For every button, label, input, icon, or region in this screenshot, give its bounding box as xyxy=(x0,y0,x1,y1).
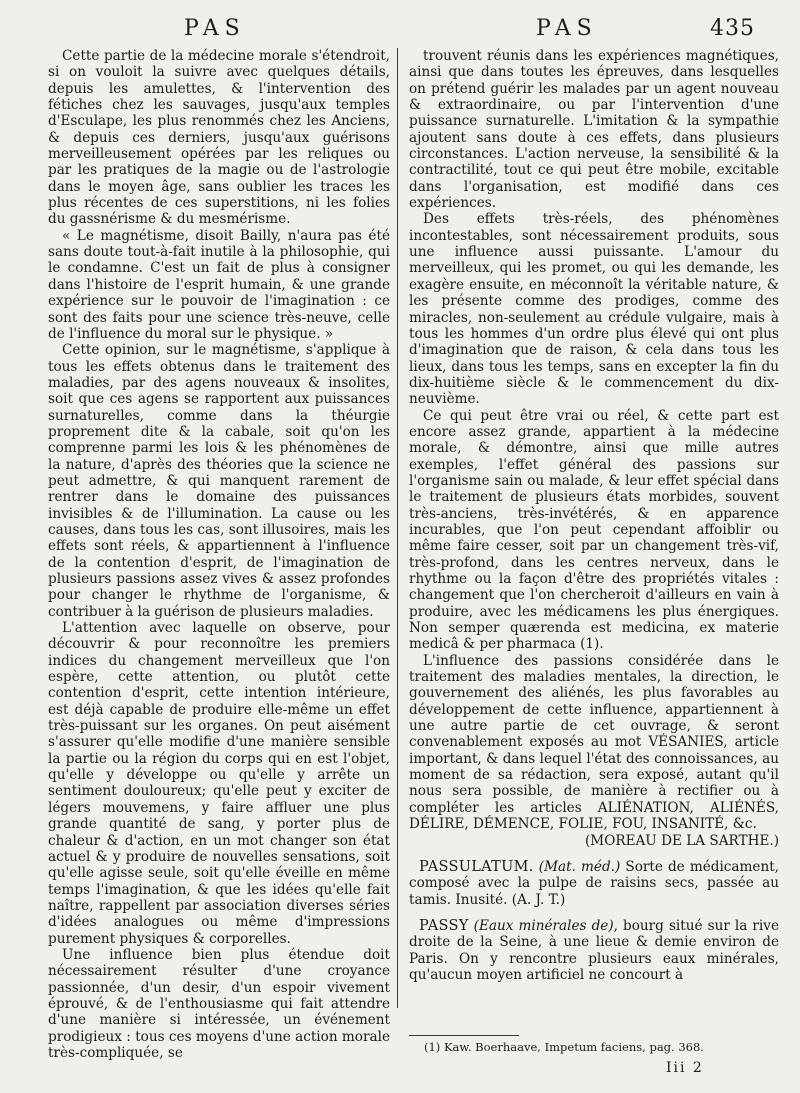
paragraph: L'influence des passions considérée dans le traitement des maladies mentales, la direction, le gouvernement des aliénés, les plus favorables au développement de cette influence, appartiennent à une autre partie de cet ouvrage, & seront convenablement exposés au mot VÉSANIES, article important, & dans lequel l'état des connoissances, au moment de sa rédaction, sera exposé, autant qu'il nous sera possible, de manière à rectifier ou à compléter les articles ALIÉNATION, ALIÉNÉS, DÉLIRE, DÉMENCE, FOLIE, FOU, INSANITÉ, &c. xyxy=(409,652,779,833)
paragraph: Cette partie de la médecine morale s'étendroit, si on vouloit la suivre avec quelques détails, depuis les amulettes, & l'intervention des fétiches chez les sauvages, jusqu'aux temples d'Esculape, les plus renommés chez les Anciens, & depuis ces derniers, jusqu'aux guérisons merveilleusement opérées par les reliques ou par les pratiques de la magie ou de l'astrologie dans le moyen âge, sans oublier les traces les plus récentes de ces superstitions, ni les folies du gassnérisme & du mesmérisme. xyxy=(48,48,390,228)
author-signature: (MOREAU DE LA SARTHE.) xyxy=(584,832,779,849)
left-column xyxy=(48,48,390,1061)
footnote: (1) Kaw. Boerhaave, Impetum faciens, pag. 368. xyxy=(424,1040,704,1054)
paragraph: Des effets très-réels, des phénomènes incontestables, sont nécessairement produits, sous une influence aussi puissante. L'amour du merveilleux, qui les promet, ou qui les demande, les exagère ensuite, en méconnoît la véritable nature, & les présente comme des prodiges, comme des miracles, non-seulement au crédule vulgaire, mais à tous les hommes d'un ordre plus élevé qui ont plus d'imagination que de raison, & cela dans tous les lieux, dans tous les temps, sans en excepter la fin du dix-huitième siècle & le commencement du dix-neuvième. xyxy=(409,211,779,408)
dictionary-entry xyxy=(409,918,779,983)
entry-qualifier: (Mat. méd.) xyxy=(538,858,621,875)
entry-text: Sorte de médicament, composé avec la pulpe de raisins secs, passée au tamis. Inusité. xyxy=(409,858,779,908)
paragraph: L'attention avec laquelle on observe, pour découvrir & pour reconnoître les premiers indices du changement merveilleux que l'on espère, cette attention, ou plutôt cette contention d'esprit, cette intention intérieure, est déjà capable de produire elle-même un effet très-puissant sur les organes. On peut aisément s'assurer qu'elle modifie d'une manière sensible la partie ou la région du corps qui en est l'objet, qu'elle y développe ou qu'elle y arrête un sentiment douloureux; qu'elle peut y exciter de légers mouvemens, y faire affluer une plus grande quantité de sang, y porter plus de chaleur & d'action, en un mot changer son état actuel & y produire de nouvelles sensations, soit qu'elle agisse seule, soit qu'elle éveille en même temps l'imagination, & que les idées qu'elle fait naître, rappellent par association diverses séries d'idées analogues ou même d'impressions purement physiques & corporelles. xyxy=(48,620,390,947)
paragraph: Une influence bien plus étendue doit nécessairement résulter d'une croyance passionnée, d'un desir, d'un espoir vivement éprouvé, & de l'enthousiasme qui fait attendre d'une manière si intéressée, un événement prodigieux : tous ces moyens d'une action morale très-compliquée, se xyxy=(48,946,390,1061)
paragraph: Cette opinion, sur le magnétisme, s'applique à tous les effets obtenus dans le traitement des maladies, par des agens nouveaux & insolites, soit que ces agens se rapportent aux puissances surnaturelles, comme dans la théurgie proprement dite & la cabale, soit qu'on les comprenne parmi les lois & les phénomènes de la nature, d'après des théories que la science ne peut admettre, & qui manquent rarement de rentrer dans le domaine des puissances invisibles & de l'illumination. La cause ou les causes, dans tous les cas, sont illusoires, mais les effets sont réels, & appartiennent à l'influence de la contention d'esprit, de l'imagination de plusieurs passions assez vives & assez profondes pour changer le rhythme de l'organisme, & contribuer à la guérison de plusieurs maladies. xyxy=(48,342,390,620)
running-head-center: PAS xyxy=(536,16,598,41)
running-head-left: PAS xyxy=(184,16,246,41)
entry-text: , bourg situé sur la rive droite de la Seine, à une lieue & demie environ de Paris. On y rencontre plusieurs eaux minérales, qu'aucun moyen artificiel ne concourt à xyxy=(409,917,779,983)
entry-qualifier: (Eaux minérales de) xyxy=(473,917,614,934)
entry-author: (A. J. T.) xyxy=(511,891,566,908)
entry-term: PASSULATUM. xyxy=(419,858,534,875)
paragraph: « Le magnétisme, disoit Bailly, n'aura pas été sans doute tout-à-fait inutile à la philosophie, qui le condamne. C'est un fait de plus à consigner dans l'histoire de l'esprit humain, & une grande expérience sur le pouvoir de l'imagination : ce sont des faits pour une science très-neuve, celle de l'influence du moral sur le physique. » xyxy=(48,227,390,342)
entry-term: PASSY xyxy=(419,917,469,934)
gathering-signature-mark: Iii 2 xyxy=(666,1060,704,1076)
right-column xyxy=(409,48,779,1033)
page-number: 435 xyxy=(710,16,755,41)
column-divider xyxy=(397,48,398,1008)
footnote-rule xyxy=(409,1035,519,1036)
paragraph: trouvent réunis dans les expériences magnétiques, ainsi que dans toutes les épreuves, dans lesquelles on prétend guérir les malades par un agent nouveau & extraordinaire, ou par l'intervention d'une puissance surnaturelle. L'imitation & la sympathie ajoutent sans doute à ces effets, dans plusieurs circonstances. L'action nerveuse, la sensibilité & la contractilité, tout ce qui peut être mobile, excitable dans l'organisation, est modifié dans ces expériences. xyxy=(409,48,779,212)
dictionary-entry xyxy=(409,859,779,908)
paragraph: Ce qui peut être vrai ou réel, & cette part est encore assez grande, appartient à la médecine morale, & démontre, ainsi que mille autres exemples, l'effet général des passions sur l'organisme sain ou malade, & leur effet spécial dans le traitement de plusieurs états morbides, souvent très-anciens, très-invétérés, & en apparence incurables, que l'on peut cependant affoiblir ou même faire cesser, soit par un changement très-vif, très-profond, dans les centres nerveux, dans le rhythme ou la façon d'être des propriétés vitales : changement que l'on chercheroit d'ailleurs en vain à produire, avec les médicamens les plus énergiques. Non semper quærenda est medicina, ex materie medicâ & per pharmaca (1). xyxy=(409,407,779,653)
